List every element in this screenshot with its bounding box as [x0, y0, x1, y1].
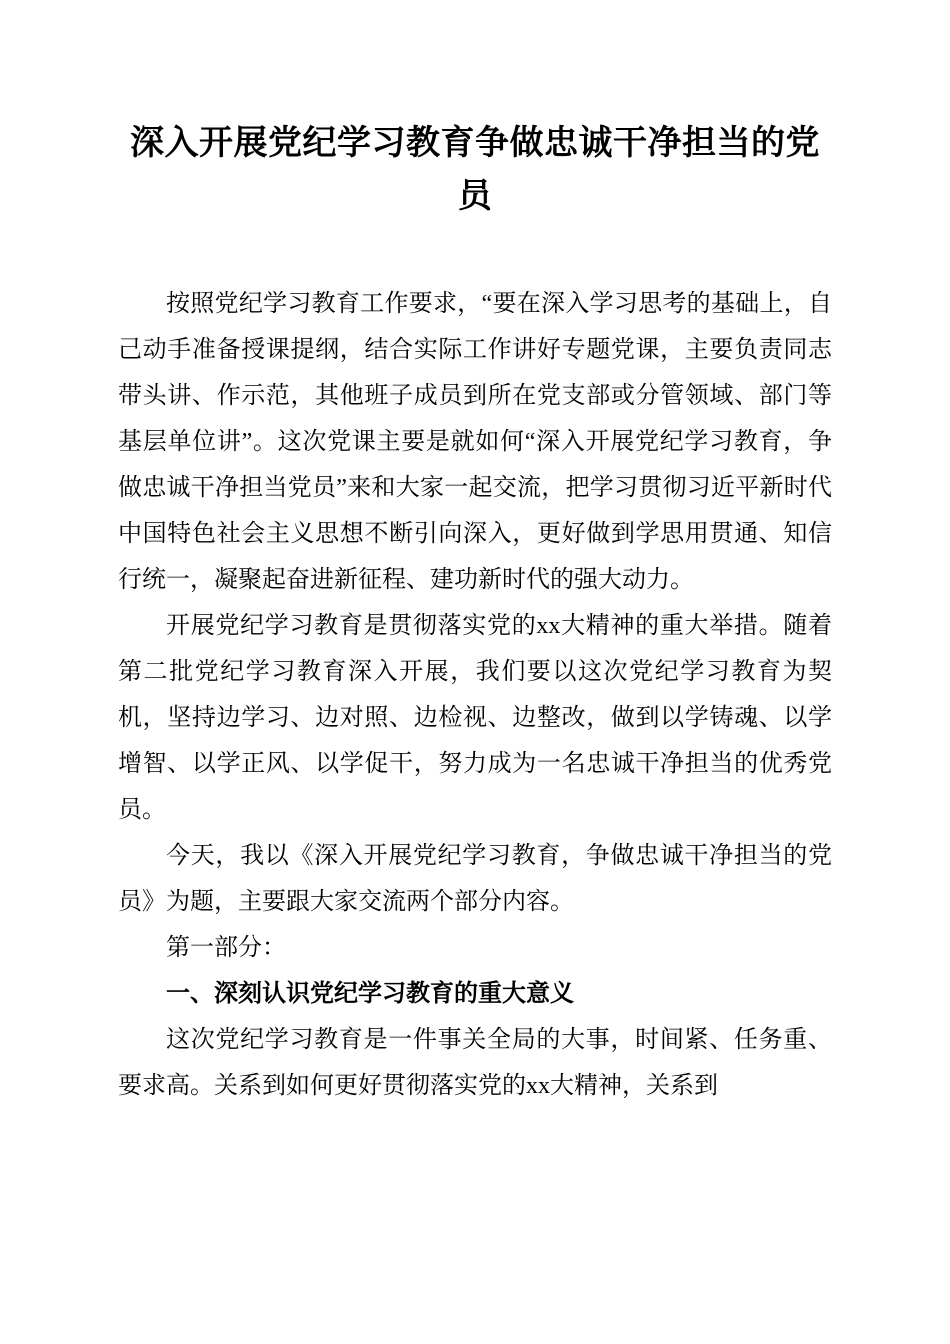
section-label-part-one: 第一部分： — [166, 935, 286, 962]
paragraph-importance: 这次党纪学习教育是一件事关全局的大事，时间紧、任务重、要求高。关系到如何更好贯彻落实党的xx大精神，关系到 — [118, 1027, 832, 1100]
paragraph-topic: 今天，我以《深入开展党纪学习教育，争做忠诚干净担当的党员》为题，主要跟大家交流两个部分内容。 — [118, 843, 832, 916]
paragraph-intro: 按照党纪学习教育工作要求，“要在深入学习思考的基础上，自己动手准备授课提纲，结合实际工作讲好专题党课，主要负责同志带头讲、作示范，其他班子成员到所在党支部或分管领域、部门等基层单位讲”。这次党课主要是就如何“深入开展党纪学习教育，争做忠诚干净担当党员”来和大家一起交流，把学习贯彻习近平新时代中国特色社会主义思想不断引向深入，更好做到学思用贯通、知信行统一，凝聚起奋进新征程、建功新时代的强大动力。 — [118, 291, 832, 594]
section-heading-one: 一、深刻认识党纪学习教育的重大意义 — [166, 980, 574, 1008]
document-title-text: 深入开展党纪学习教育争做忠诚干净担当的党员 — [130, 125, 820, 215]
paragraph-significance: 开展党纪学习教育是贯彻落实党的xx大精神的重大举措。随着第二批党纪学习教育深入开展，我们要以这次党纪学习教育为契机，坚持边学习、边对照、边检视、边整改，做到以学铸魂、以学增智、以学正风、以学促干，努力成为一名忠诚干净担当的优秀党员。 — [118, 613, 832, 824]
document-title — [118, 118, 832, 223]
